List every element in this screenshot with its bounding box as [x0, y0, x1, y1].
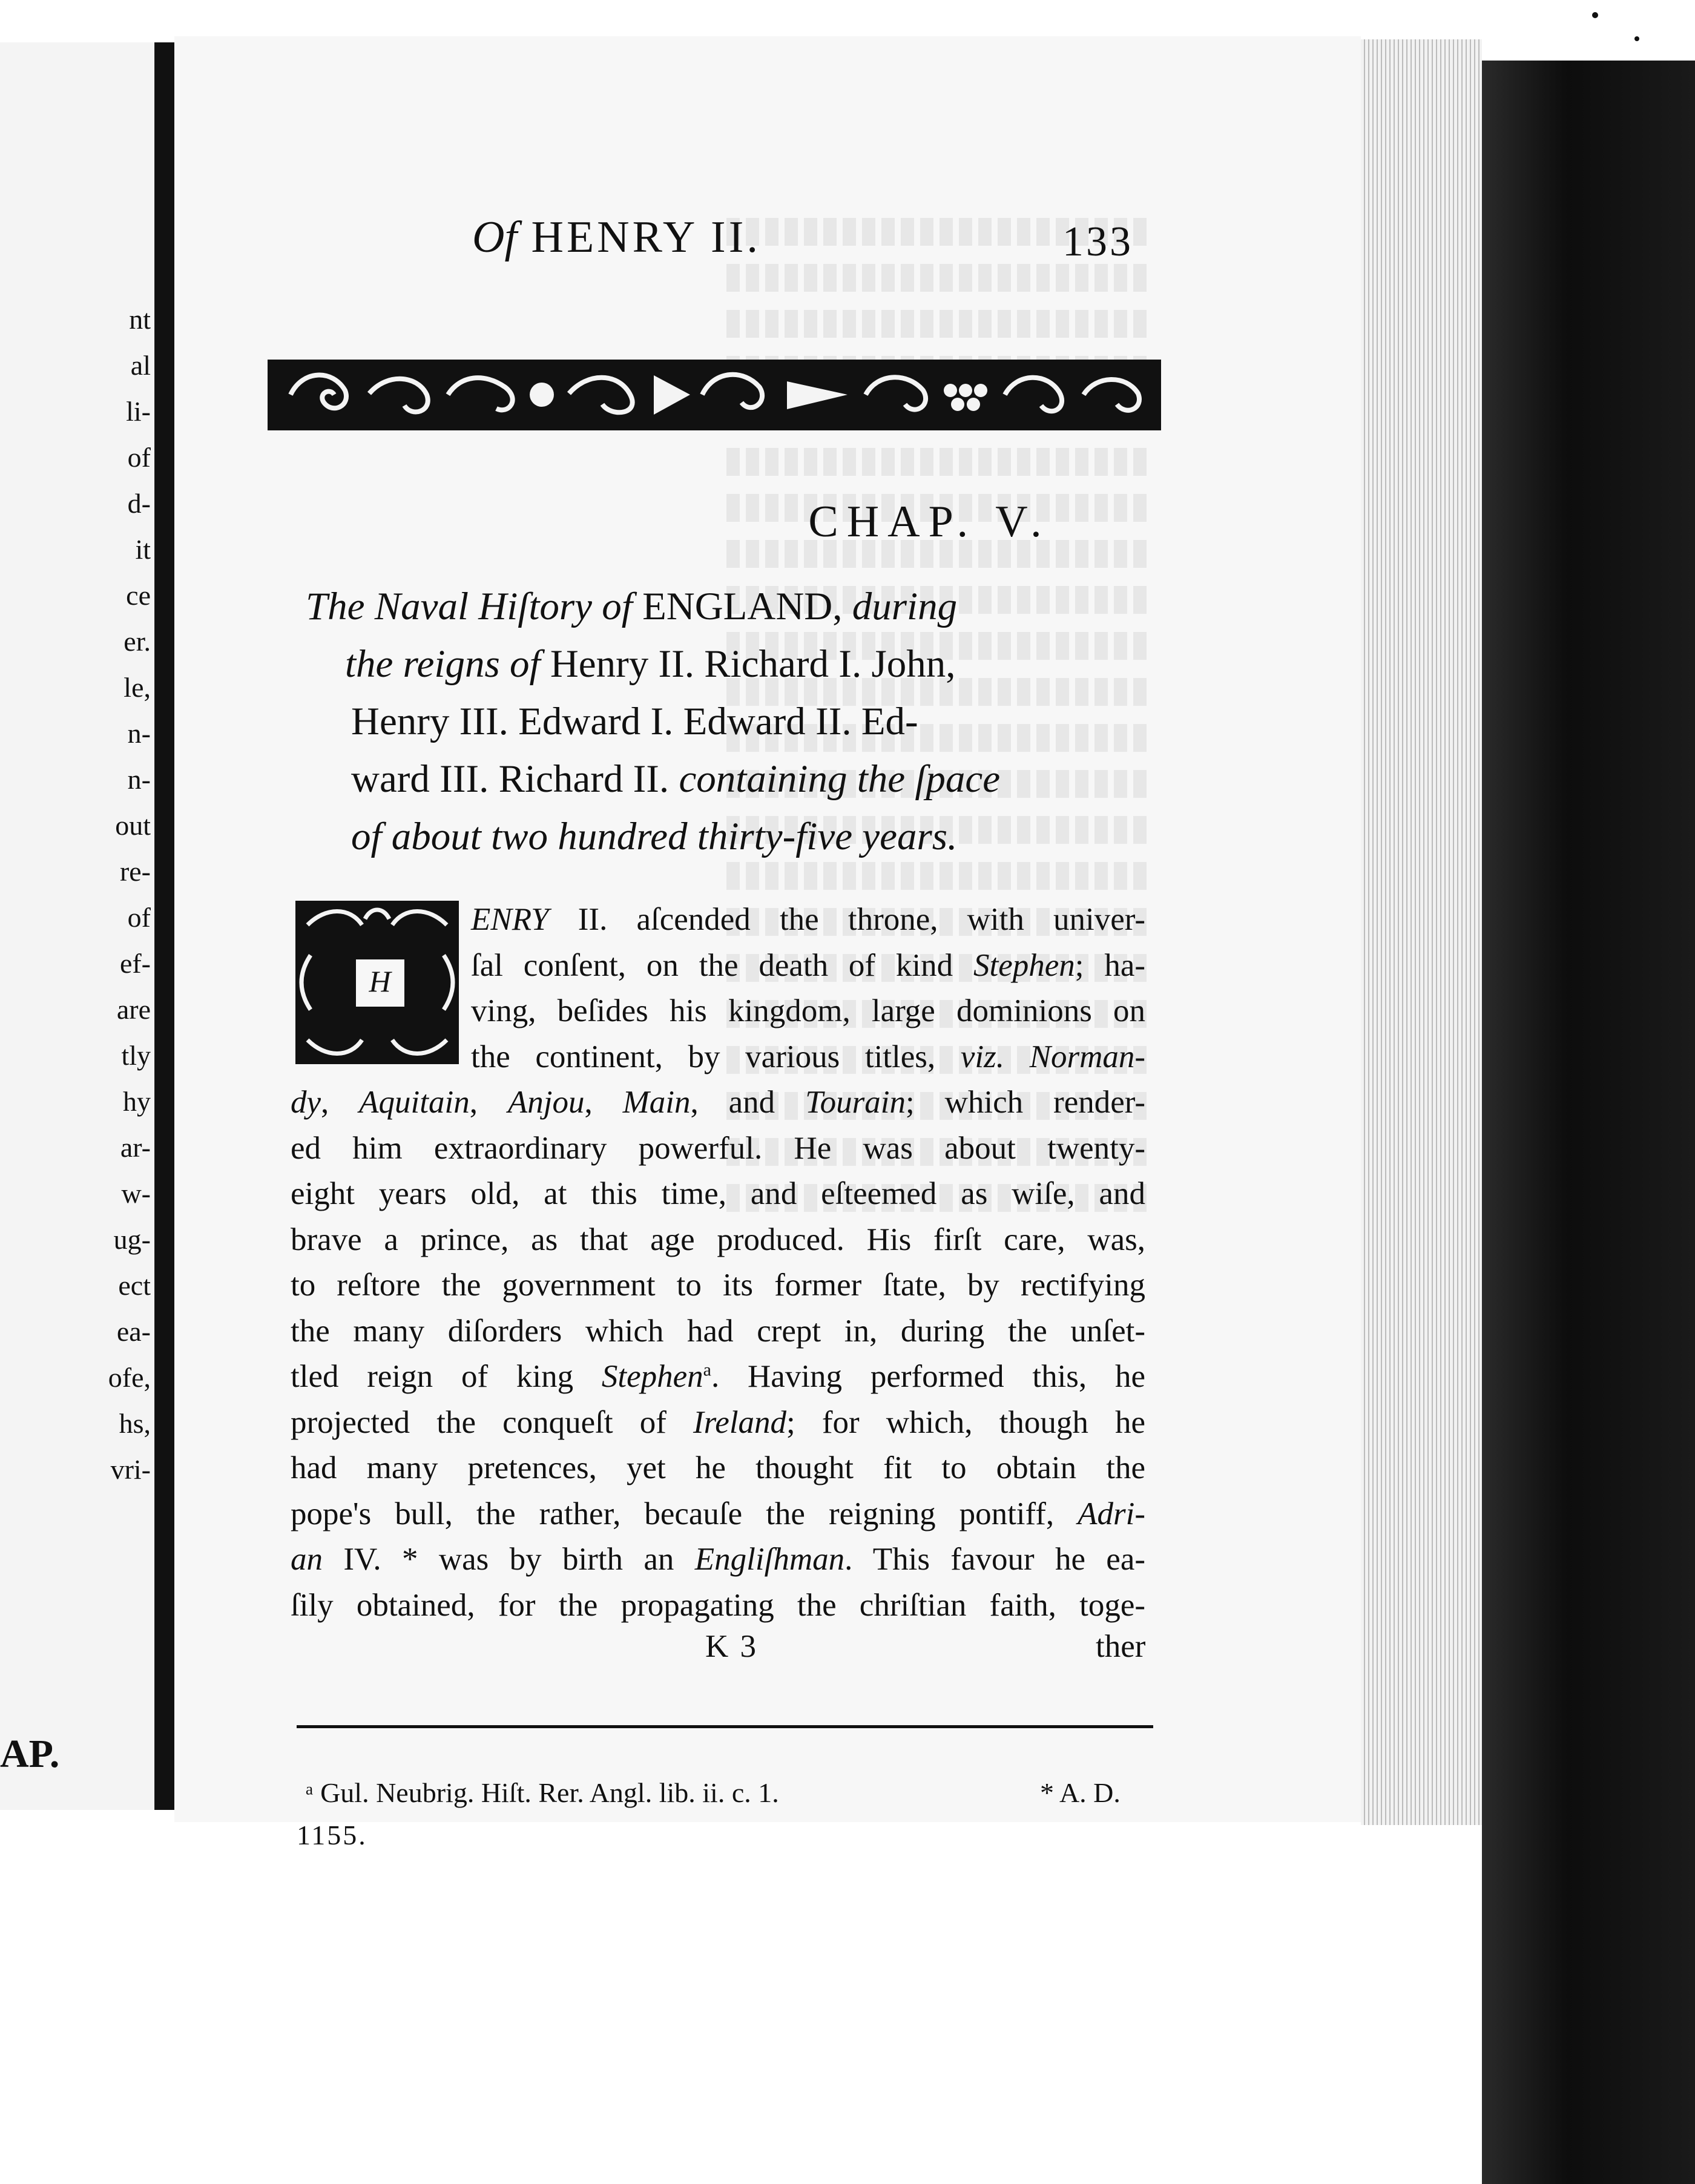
- body-line: [291, 1126, 1145, 1172]
- left-page-fragment: hy: [123, 1086, 151, 1117]
- italic-text: Main: [622, 1085, 691, 1120]
- body-line: [291, 1583, 1145, 1629]
- left-page-fragment: out: [115, 810, 151, 841]
- text-run: ſal conſent, on the death of kind: [471, 947, 973, 983]
- show-through-line: [726, 264, 1150, 292]
- footnote-marker: a: [703, 1360, 711, 1380]
- italic-text: the reigns of: [345, 642, 541, 686]
- page-number: 133: [1062, 219, 1133, 265]
- italic-text: containing the ſpace: [679, 757, 1001, 801]
- italic-text: Anjou: [507, 1085, 585, 1120]
- drop-cap-letter: H: [369, 964, 391, 998]
- italic-text: an: [291, 1542, 323, 1577]
- body-line: [291, 1217, 1145, 1263]
- left-page-fragment: ofe,: [108, 1362, 151, 1393]
- text-run: the continent, by various titles,: [471, 1039, 961, 1074]
- left-page-fragment: ef-: [119, 948, 151, 979]
- chapter-description-line: [306, 578, 1141, 636]
- italic-text: The Naval Hiſtory of: [306, 585, 633, 628]
- show-through-line: [726, 448, 1150, 476]
- left-page-fragment: w-: [121, 1178, 151, 1209]
- book-binding: [1482, 61, 1695, 2184]
- left-page-fragment: of: [127, 902, 151, 933]
- body-line: [291, 943, 1145, 989]
- left-page-fragment: ar-: [120, 1132, 151, 1163]
- left-page-fragment: d-: [127, 488, 151, 519]
- italic-text: dy: [291, 1085, 321, 1120]
- body-line: [291, 1446, 1145, 1492]
- left-page-fragment: n-: [127, 718, 151, 749]
- footnote-rule: [297, 1725, 1153, 1728]
- italic-text: Adri-: [1078, 1496, 1145, 1531]
- left-page-fragment: nt: [129, 304, 151, 335]
- text-run: projected the conqueſt of: [291, 1404, 693, 1440]
- left-page-fragment: vri-: [110, 1454, 151, 1485]
- italic-text: Aquitain: [359, 1085, 470, 1120]
- body-line: [291, 1263, 1145, 1309]
- chapter-description-line: [306, 808, 1141, 866]
- text-run: ,: [321, 1085, 360, 1120]
- scan-speck: [1634, 36, 1639, 41]
- scan-speck: [1592, 12, 1598, 18]
- chapter-description: [306, 578, 1141, 866]
- running-head-title: HENRY II.: [531, 212, 761, 262]
- headpiece-ornament: [266, 357, 1162, 433]
- text-run: tled reign of king: [291, 1359, 602, 1394]
- text-run: ; ha-: [1075, 947, 1145, 983]
- body-line: [291, 1354, 1145, 1400]
- body-line: [291, 1034, 1145, 1080]
- text-run: II. aſcended the throne, with univer-: [548, 902, 1145, 937]
- left-facing-page: [0, 42, 156, 1810]
- text-run: . Having performed this, he: [711, 1359, 1145, 1394]
- left-page-fragment: tly: [121, 1040, 151, 1071]
- body-line: [291, 1492, 1145, 1538]
- left-page-fragment: li-: [126, 396, 151, 427]
- body-line: [291, 988, 1145, 1034]
- left-page-fragment: le,: [123, 672, 151, 703]
- text-run: ving, beſides his kingdom, large dominions on: [471, 993, 1145, 1028]
- italic-text: Stephen: [601, 1359, 703, 1394]
- text-run: , and: [690, 1085, 806, 1120]
- italic-text: during: [852, 585, 958, 628]
- text-run: ,: [584, 1085, 623, 1120]
- body-line: [291, 897, 1145, 943]
- text-run: ; for which, though he: [786, 1404, 1145, 1440]
- left-page-fragment: al: [130, 350, 151, 381]
- italic-text: Engliſhman: [694, 1542, 845, 1577]
- text-run: . This favour he ea-: [844, 1542, 1146, 1577]
- text-run: ; which render-: [906, 1085, 1145, 1120]
- footnote-a: ᵃ Gul. Neubrig. Hiſt. Rer. Angl. lib. ii. c. 1.: [306, 1777, 779, 1808]
- left-page-fragment: er.: [123, 626, 151, 657]
- text-run: had many pretences, yet he thought fit to obtain the: [291, 1450, 1145, 1485]
- chapter-title: CHAP. V.: [808, 497, 1050, 547]
- text-run: eight years old, at this time, and eſteemed as wiſe, and: [291, 1176, 1145, 1211]
- left-page-fragment: n-: [127, 764, 151, 795]
- footnote-star: * A. D.: [1040, 1777, 1121, 1808]
- text-run: the many diſorders which had crept in, during the unſet-: [291, 1313, 1145, 1349]
- chapter-description-line: [306, 636, 1141, 693]
- text-run: ,: [469, 1085, 508, 1120]
- body-text: [291, 897, 1145, 1628]
- italic-text: Tourain: [805, 1085, 906, 1120]
- text-run: ENGLAND,: [632, 585, 852, 628]
- chapter-description-line: [306, 693, 1141, 751]
- signature-mark: K 3: [705, 1629, 759, 1664]
- italic-text: viz. Norman-: [960, 1039, 1146, 1074]
- left-page-chap-fragment: AP.: [0, 1732, 60, 1776]
- left-page-fragment: hs,: [119, 1408, 151, 1439]
- body-line: [291, 1171, 1145, 1217]
- text-run: to reſtore the government to its former ſtate, by rectifying: [291, 1268, 1145, 1303]
- left-page-fragment: of: [127, 442, 151, 473]
- running-head: [472, 212, 761, 263]
- body-line: [291, 1537, 1145, 1583]
- chapter-description-line: [306, 751, 1141, 808]
- text-run: ed him extraordinary powerful. He was about twenty-: [291, 1130, 1145, 1166]
- text-run: pope's bull, the rather, becauſe the reigning pontiff,: [291, 1496, 1078, 1531]
- italic-text: ENRY: [471, 902, 549, 937]
- italic-text: Stephen: [973, 947, 1075, 983]
- left-page-fragment: ug-: [113, 1224, 151, 1255]
- text-run: Henry III. Edward I. Edward II. Ed-: [351, 700, 918, 743]
- text-run: ſily obtained, for the propagating the chriſtian faith, toge-: [291, 1587, 1145, 1623]
- body-line: [291, 1309, 1145, 1355]
- text-run: Henry II. Richard I. John,: [540, 642, 956, 686]
- italic-text: of about two hundred thirty-five years.: [351, 815, 958, 858]
- footnote-star-continued: 1155.: [297, 1820, 367, 1850]
- left-page-fragment: ce: [126, 580, 151, 611]
- left-page-fragment: ect: [118, 1270, 151, 1301]
- show-through-line: [726, 310, 1150, 338]
- left-page-fragment: ea-: [116, 1316, 151, 1347]
- left-page-fragments: [78, 297, 151, 1493]
- text-run: IV. * was by birth an: [323, 1542, 695, 1577]
- left-page-fragment: re-: [119, 856, 151, 887]
- body-line: [291, 1080, 1145, 1126]
- italic-text: Ireland: [693, 1404, 787, 1440]
- left-page-fragment: it: [135, 534, 151, 565]
- text-run: brave a prince, as that age produced. His firſt care, was,: [291, 1222, 1145, 1257]
- show-through-line: [726, 862, 1150, 890]
- catchword: ther: [1096, 1629, 1146, 1664]
- body-line: [291, 1400, 1145, 1446]
- left-page-fragment: are: [116, 994, 151, 1025]
- running-head-prefix: Of: [472, 212, 517, 262]
- text-run: ward III. Richard II.: [351, 757, 679, 801]
- book-gutter: [155, 42, 174, 1810]
- page-edges: [1361, 39, 1482, 1825]
